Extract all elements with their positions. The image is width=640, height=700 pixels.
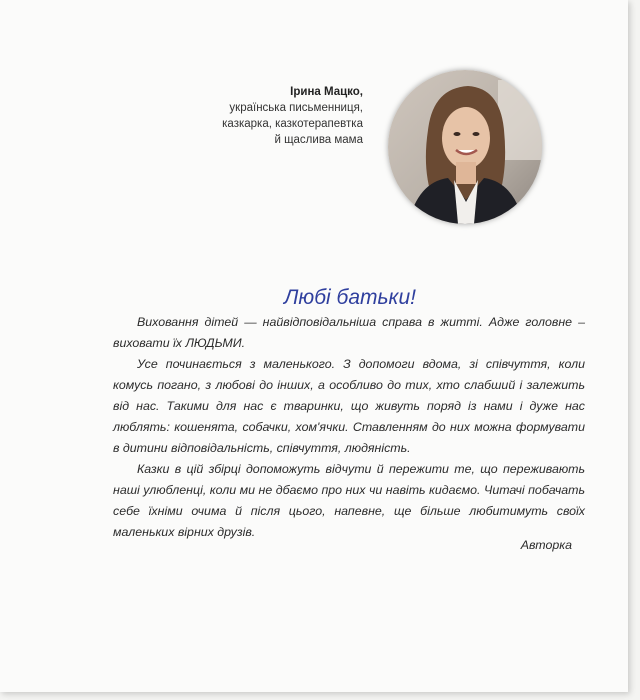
author-info (222, 84, 363, 148)
author-description-line-3: й щаслива мама (274, 134, 363, 146)
paragraph-1: Виховання дітей — найвідповідальніша справа в житті. Адже головне – виховати їх ЛЮДЬМИ. (113, 315, 585, 350)
letter-body (113, 312, 585, 543)
paragraph-2: Усе починається з маленького. З допомоги вдома, зі співчуття, коли комусь погано, з любові до інших, а особливо до тих, хто слабший і залежить від нас. Такими для нас є тваринки, що живуть поряд із нами і дуже нас люблять: кошенята, собачки, хом'ячки. Ставленням до них можна формувати в дитини відповідальність, співчуття, людяність. (113, 357, 585, 455)
author-photo (388, 70, 542, 224)
signature: Авторка (520, 538, 572, 552)
author-description-line-2: казкарка, казкотерапевтка (222, 118, 363, 130)
author-description-line-1: українська письменниця, (229, 102, 363, 114)
author-name: Ірина Мацко, (290, 86, 363, 98)
greeting-heading: Любі батьки! (284, 286, 416, 309)
paragraph-3: Казки в цій збірці допоможуть відчути й пережити те, що переживають наші улюбленці, коли ми не дбаємо про них чи навіть кидаємо. Читачі побачать себе їхніми очима й після цього, напевне, ще більше любитимуть своїх маленьких вірних друзів. (113, 462, 585, 539)
